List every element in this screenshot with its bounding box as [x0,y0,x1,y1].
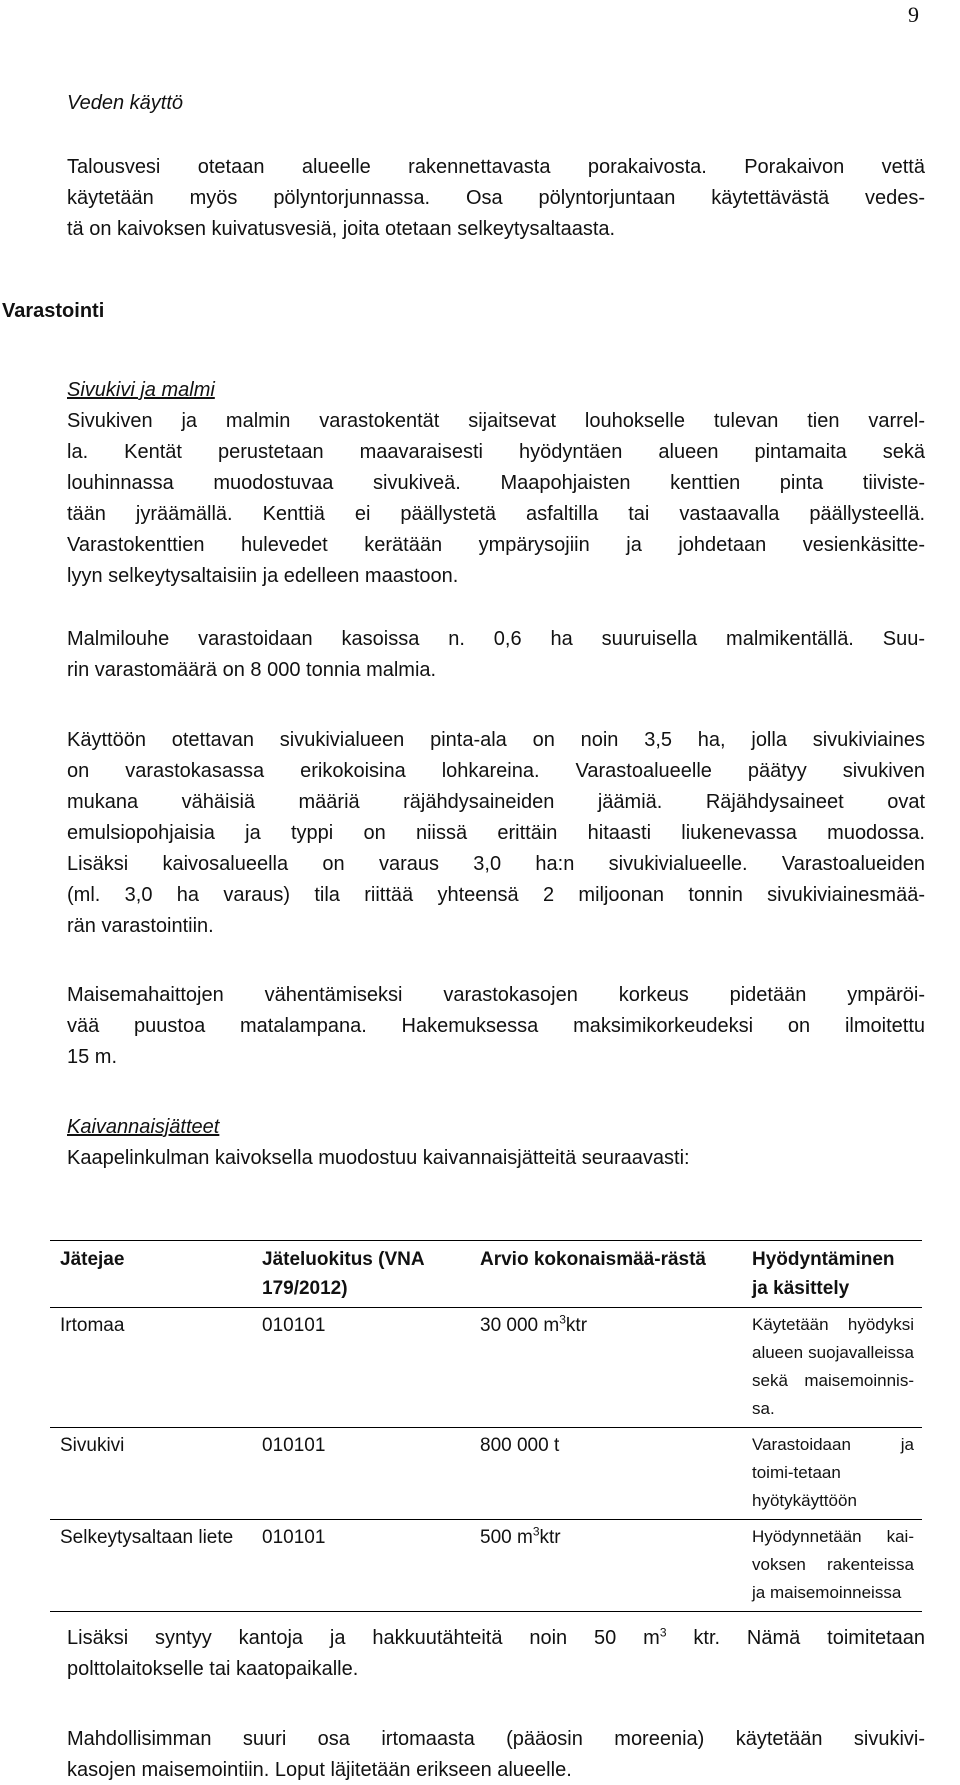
waste-table [50,1240,922,1612]
cell-utilization: Varastoidaan ja toimi-tetaan hyötykäyttöön [742,1428,922,1520]
text-part: ktr. Nämä toimitetaan [666,1627,925,1649]
text-line: Sivukiven ja malmin varastokentät sijaitsevat louhokselle tulevan tien varrel- [67,410,925,432]
superscript: 3 [659,1625,667,1640]
water-para-line-2: käytetään myös pölyntorjunnassa. Osa pölyntorjuntaan käytettävästä vedes- [67,187,925,209]
header-waste-fraction: Jätejae [50,1241,252,1308]
header-utilization: Hyödyntäminen ja käsittely [742,1241,922,1308]
amount-value: 500 m [480,1527,533,1548]
cell-fraction: Irtomaa [50,1308,252,1428]
text-line: rin varastomäärä on 8 000 tonnia malmia. [67,659,437,681]
text-line: Malmilouhe varastoidaan kasoissa n. 0,6 ha suuruisella malmikentällä. Suu- [67,628,925,650]
water-para-line-3: tä on kaivoksen kuivatusvesiä, joita otetaan selkeytysaltaasta. [67,218,616,240]
cell-utilization: Hyödynnetään kai-voksen rakenteissa ja maisemoinneissa [742,1520,922,1612]
waste-intro: Kaapelinkulman kaivoksella muodostuu kaivannaisjätteitä seuraavasti: [67,1147,690,1169]
cell-code: 010101 [252,1520,470,1612]
text-line: la. Kentät perustetaan maavaraisesti hyödyntäen alueen pintamaita sekä [67,441,925,463]
text-line: 15 m. [67,1046,118,1068]
heading-water-use: Veden käyttö [67,92,184,114]
cell-code: 010101 [252,1428,470,1520]
text-line: Käyttöön otettavan sivukivialueen pinta-ala on noin 3,5 ha, jolla sivukiviaines [67,729,925,751]
text-line: tään jyräämällä. Kenttiä ei päällystetä asfaltilla tai vastaavalla päällysteellä. [67,503,925,525]
cell-amount [470,1520,742,1612]
text-line: mukana vähäisiä määriä räjähdysaineiden jäämiä. Räjähdysaineet ovat [67,791,925,813]
header-amount-estimate: Arvio kokonaismää-rästä [470,1241,742,1308]
cell-fraction: Sivukivi [50,1428,252,1520]
text-line [67,1623,925,1653]
amount-superscript: 3 [532,1524,540,1539]
amount-value: 30 000 m [480,1315,560,1336]
table-row [50,1520,922,1612]
amount-unit: ktr [565,1315,588,1336]
page-number: 9 [908,2,919,27]
text-line: Lisäksi kaivosalueella on varaus 3,0 ha:n sivukivialueelle. Varastoalueiden [67,853,925,875]
subheading-extractive-waste: Kaivannaisjätteet [67,1116,220,1138]
text-line: louhinnassa muodostuvaa sivukiveä. Maapohjaisten kenttien pinta tiiviste- [67,472,925,494]
text-line: rän varastointiin. [67,915,214,937]
text-line: lyyn selkeytysaltaisiin ja edelleen maastoon. [67,565,459,587]
cell-fraction: Selkeytysaltaan liete [50,1520,252,1612]
text-line: vää puustoa matalampana. Hakemuksessa maksimikorkeudeksi on ilmoitettu [67,1015,925,1037]
text-line: Mahdollisimman suuri osa irtomaasta (pääosin moreenia) käytetään sivukivi- [67,1728,925,1750]
cell-amount [470,1308,742,1428]
cell-utilization: Käytetään hyödyksi alueen suojavalleissa sekä maisemoinnis-sa. [742,1308,922,1428]
text-line: kasojen maisemointiin. Loput läjitetään erikseen alueelle. [67,1759,572,1781]
cell-amount [470,1428,742,1520]
water-para-line-1: Talousvesi otetaan alueelle rakennettavasta porakaivosta. Porakaivon vettä [67,156,925,178]
text-line: (ml. 3,0 ha varaus) tila riittää yhteensä 2 miljoonan tonnin sivukiviainesmää- [67,884,925,906]
amount-superscript: 3 [559,1312,566,1327]
amount-unit: ktr [539,1527,561,1548]
text-line: Varastokenttien hulevedet kerätään ympärysojiin ja johdetaan vesienkäsitte- [67,534,925,556]
table-row [50,1428,922,1520]
header-classification: Jäteluokitus (VNA 179/2012) [252,1241,470,1308]
cell-code: 010101 [252,1308,470,1428]
heading-storage: Varastointi [2,300,105,322]
text-line: Maisemahaittojen vähentämiseksi varastokasojen korkeus pidetään ympäröi- [67,984,925,1006]
table-row [50,1308,922,1428]
subheading-side-rock-ore: Sivukivi ja malmi [67,379,215,401]
amount-value: 800 000 t [480,1435,560,1456]
text-line: on varastokasassa erikokoisina lohkareina. Varastoalueelle päätyy sivukiven [67,760,925,782]
table-header-row [50,1241,922,1308]
text-line: polttolaitokselle tai kaatopaikalle. [67,1658,359,1680]
text-line: emulsiopohjaisia ja typpi on niissä erittäin hitaasti liukenevassa muodossa. [67,822,925,844]
text-part: Lisäksi syntyy kantoja ja hakkuutähteitä noin 50 m [67,1627,660,1649]
